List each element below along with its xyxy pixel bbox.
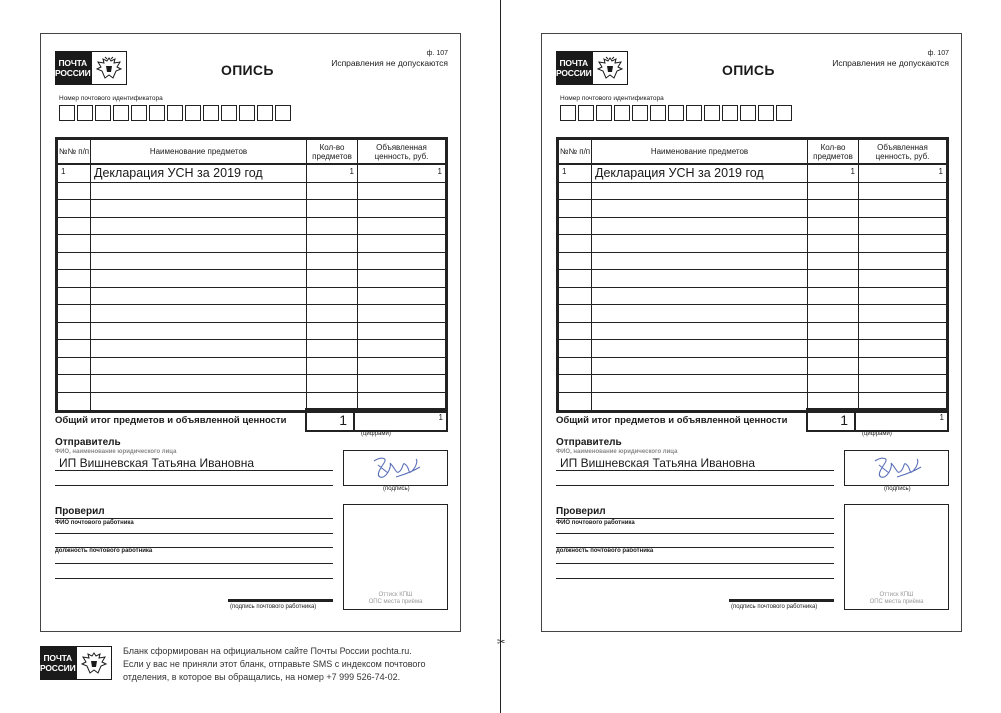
total-qty: 1 xyxy=(806,408,856,432)
cell-name xyxy=(91,305,307,322)
cell-num xyxy=(559,305,592,322)
sender-label: Отправитель xyxy=(556,437,622,448)
cell-value xyxy=(859,340,946,357)
table-row xyxy=(58,340,445,358)
header-qty: Кол-во предметов xyxy=(808,140,859,163)
tracking-id-box xyxy=(275,105,291,121)
cell-name xyxy=(91,218,307,235)
tracking-id-box xyxy=(632,105,648,121)
cell-value xyxy=(358,340,445,357)
sender-sublabel: ФИО, наименование юридического лица xyxy=(55,449,177,455)
logo-line1: ПОЧТА xyxy=(58,58,87,68)
checked-by-label: Проверил xyxy=(55,506,105,517)
tracking-id-box xyxy=(149,105,165,121)
table-row xyxy=(559,218,946,236)
table-row xyxy=(58,375,445,393)
tracking-id-box xyxy=(203,105,219,121)
sender-line-2 xyxy=(55,485,333,486)
table-row xyxy=(559,375,946,393)
tracking-id-box xyxy=(668,105,684,121)
table-row xyxy=(559,358,946,376)
signature-label: (подпись) xyxy=(884,486,911,492)
total-label: Общий итог предметов и объявленной ценности xyxy=(55,415,287,426)
total-label: Общий итог предметов и объявленной ценности xyxy=(556,415,788,426)
cell-name xyxy=(91,358,307,375)
cell-name xyxy=(91,253,307,270)
cut-line xyxy=(500,0,501,713)
header-name: Наименование предметов xyxy=(91,140,307,163)
scissors-icon: ✂ xyxy=(497,637,506,648)
form-title: ОПИСЬ xyxy=(722,62,775,78)
tracking-id-box xyxy=(257,105,273,121)
table-row xyxy=(559,288,946,306)
table-row xyxy=(559,270,946,288)
table-row xyxy=(559,235,946,253)
cell-qty xyxy=(307,253,358,270)
cell-num xyxy=(58,270,91,287)
sender-name: ИП Вишневская Татьяна Ивановна xyxy=(59,456,255,470)
cell-name xyxy=(592,218,808,235)
worker-signature-label: (подпись почтового работника) xyxy=(731,604,818,610)
footer-logo-text xyxy=(40,646,76,680)
tracking-id-box xyxy=(704,105,720,121)
signature-box xyxy=(844,450,949,486)
digits-label: (цифрами) xyxy=(862,431,892,437)
tracking-id-box xyxy=(758,105,774,121)
cell-num xyxy=(58,358,91,375)
sender-line-1 xyxy=(55,470,333,471)
worker-signature-label: (подпись почтового работника) xyxy=(230,604,317,610)
stamp-label xyxy=(344,592,447,606)
cell-qty xyxy=(808,375,859,392)
header-name: Наименование предметов xyxy=(592,140,808,163)
cell-num xyxy=(559,218,592,235)
table-row xyxy=(58,253,445,271)
cell-value xyxy=(358,253,445,270)
checked-line-1 xyxy=(556,518,834,519)
cell-name xyxy=(91,340,307,357)
tracking-id-box xyxy=(722,105,738,121)
cell-num xyxy=(559,183,592,200)
cell-value xyxy=(859,288,946,305)
total-value: 1 xyxy=(856,408,949,432)
cell-qty xyxy=(808,288,859,305)
cell-name xyxy=(592,270,808,287)
cell-value xyxy=(859,358,946,375)
cell-num xyxy=(559,288,592,305)
footer-note xyxy=(123,645,426,684)
logo-line1: ПОЧТА xyxy=(559,58,588,68)
sender-sublabel: ФИО, наименование юридического лица xyxy=(556,449,678,455)
tracking-id-boxes xyxy=(560,105,794,121)
cell-value xyxy=(859,183,946,200)
cell-num xyxy=(58,393,91,411)
cell-name xyxy=(592,305,808,322)
cell-num xyxy=(559,358,592,375)
signature-label: (подпись) xyxy=(383,486,410,492)
cell-name: Декларация УСН за 2019 год xyxy=(592,165,808,182)
cell-value: 1 xyxy=(938,167,943,176)
footer-logo-line2: РОССИИ xyxy=(40,663,76,673)
cell-qty xyxy=(307,375,358,392)
stamp-label xyxy=(845,592,948,606)
stamp-label-line1: Оттиск КПШ xyxy=(879,592,914,598)
cell-num xyxy=(58,183,91,200)
cell-value: 1 xyxy=(437,167,442,176)
checked-line-2 xyxy=(556,533,834,534)
cell-value xyxy=(358,305,445,322)
no-corrections-note: Исправления не допускаются xyxy=(331,58,448,68)
cell-num: 1 xyxy=(559,165,592,182)
cell-qty xyxy=(307,183,358,200)
cell-num xyxy=(58,218,91,235)
cell-name xyxy=(592,288,808,305)
checked-line-5 xyxy=(556,578,834,579)
checked-line-5 xyxy=(55,578,333,579)
stamp-label-line2: ОПС места приёма xyxy=(368,599,423,605)
tracking-id-box xyxy=(131,105,147,121)
table-row xyxy=(58,165,445,183)
cell-num xyxy=(58,253,91,270)
header-qty: Кол-во предметов xyxy=(307,140,358,163)
form-title: ОПИСЬ xyxy=(221,62,274,78)
cell-num xyxy=(58,323,91,340)
table-row xyxy=(58,323,445,341)
logo-line2: РОССИИ xyxy=(556,68,592,78)
tracking-id-box xyxy=(614,105,630,121)
tracking-id-box xyxy=(113,105,129,121)
table-row xyxy=(559,165,946,183)
cell-num xyxy=(58,200,91,217)
cell-value xyxy=(358,375,445,392)
logo-text xyxy=(556,51,592,85)
cell-value xyxy=(859,305,946,322)
stamp-label-line1: Оттиск КПШ xyxy=(378,592,413,598)
cell-value xyxy=(859,235,946,252)
tracking-id-boxes xyxy=(59,105,293,121)
cell-value xyxy=(358,235,445,252)
table-row xyxy=(559,183,946,201)
cell-num xyxy=(58,340,91,357)
worker-position-label: должность почтового работника xyxy=(556,548,654,554)
sender-line-1 xyxy=(556,470,834,471)
tracking-id-box xyxy=(59,105,75,121)
handwritten-signature-icon xyxy=(867,453,927,483)
cell-name xyxy=(592,235,808,252)
header-num: №№ п/п xyxy=(559,140,592,163)
cell-qty xyxy=(808,340,859,357)
handwritten-signature-icon xyxy=(366,453,426,483)
cell-name xyxy=(91,270,307,287)
table-row xyxy=(559,200,946,218)
cell-qty xyxy=(808,218,859,235)
pochta-logo xyxy=(556,51,628,85)
cell-name xyxy=(91,288,307,305)
form-number: ф. 107 xyxy=(426,50,448,57)
digits-label: (цифрами) xyxy=(361,431,391,437)
cell-num xyxy=(58,305,91,322)
cell-value xyxy=(859,323,946,340)
cell-qty xyxy=(307,288,358,305)
tracking-id-box xyxy=(740,105,756,121)
table-row xyxy=(559,323,946,341)
worker-name-label: ФИО почтового работника xyxy=(55,520,134,526)
cell-name xyxy=(91,393,307,411)
stamp-box xyxy=(343,504,448,610)
tracking-id-label: Номер почтового идентификатора xyxy=(59,95,163,102)
footer-line3: отделения, в которое вы обращались, на номер +7 999 526-74-02. xyxy=(123,672,401,682)
cell-qty xyxy=(808,323,859,340)
table-row xyxy=(58,183,445,201)
tracking-id-box xyxy=(95,105,111,121)
cell-name xyxy=(91,323,307,340)
cell-value xyxy=(358,288,445,305)
footer-pochta-logo xyxy=(40,646,112,680)
table-rows xyxy=(58,165,445,410)
cell-value xyxy=(358,200,445,217)
cell-value xyxy=(859,270,946,287)
sender-label: Отправитель xyxy=(55,437,121,448)
cell-qty xyxy=(307,305,358,322)
cell-num xyxy=(58,235,91,252)
items-table xyxy=(55,137,448,413)
cell-qty xyxy=(808,270,859,287)
header-value: Объявленная ценность, руб. xyxy=(374,142,429,161)
header-value: Объявленная ценность, руб. xyxy=(875,142,930,161)
cell-name xyxy=(91,200,307,217)
cell-num xyxy=(559,340,592,357)
cell-qty: 1 xyxy=(307,165,358,182)
tracking-id-box xyxy=(776,105,792,121)
cell-num xyxy=(559,235,592,252)
signature-box xyxy=(343,450,448,486)
cell-num xyxy=(58,288,91,305)
cell-qty xyxy=(808,253,859,270)
stamp-box xyxy=(844,504,949,610)
table-row xyxy=(58,235,445,253)
tracking-id-box xyxy=(650,105,666,121)
cell-qty xyxy=(307,235,358,252)
table-row xyxy=(559,305,946,323)
footer-logo-line1: ПОЧТА xyxy=(43,653,72,663)
checked-line-4 xyxy=(556,563,834,564)
tracking-id-box xyxy=(221,105,237,121)
checked-line-4 xyxy=(55,563,333,564)
cell-qty xyxy=(808,183,859,200)
cell-name xyxy=(91,375,307,392)
cell-name xyxy=(592,323,808,340)
cell-qty xyxy=(808,200,859,217)
worker-name-label: ФИО почтового работника xyxy=(556,520,635,526)
cell-num xyxy=(559,270,592,287)
cell-name xyxy=(91,183,307,200)
eagle-emblem-icon xyxy=(91,51,128,85)
cell-num xyxy=(58,375,91,392)
checked-line-2 xyxy=(55,533,333,534)
cell-qty xyxy=(307,218,358,235)
checked-line-1 xyxy=(55,518,333,519)
table-row xyxy=(58,200,445,218)
tracking-id-box xyxy=(578,105,594,121)
no-corrections-note: Исправления не допускаются xyxy=(832,58,949,68)
tracking-id-box xyxy=(596,105,612,121)
cell-name xyxy=(592,183,808,200)
inventory-form-right xyxy=(541,33,962,632)
cell-value xyxy=(859,253,946,270)
footer-eagle-emblem-icon xyxy=(76,646,113,680)
inventory-form-left xyxy=(40,33,461,632)
cell-value xyxy=(358,358,445,375)
table-row xyxy=(58,218,445,236)
worker-signature-line xyxy=(729,599,834,602)
cell-qty xyxy=(307,358,358,375)
table-row xyxy=(559,340,946,358)
tracking-id-label: Номер почтового идентификатора xyxy=(560,95,664,102)
cell-qty: 1 xyxy=(808,165,859,182)
cell-qty xyxy=(307,323,358,340)
cell-value xyxy=(358,183,445,200)
sender-name: ИП Вишневская Татьяна Ивановна xyxy=(560,456,756,470)
table-row xyxy=(58,270,445,288)
cell-qty xyxy=(307,340,358,357)
tracking-id-box xyxy=(77,105,93,121)
cell-qty xyxy=(307,270,358,287)
footer-line2: Если у вас не приняли этот бланк, отправьте SMS с индексом почтового xyxy=(123,659,426,669)
cell-name xyxy=(91,235,307,252)
worker-signature-line xyxy=(228,599,333,602)
items-table xyxy=(556,137,949,413)
table-header xyxy=(559,140,946,165)
cell-name xyxy=(592,200,808,217)
checked-by-label: Проверил xyxy=(556,506,606,517)
cell-name xyxy=(592,253,808,270)
cell-qty xyxy=(808,305,859,322)
cell-num xyxy=(559,200,592,217)
header-num: №№ п/п xyxy=(58,140,91,163)
cell-num xyxy=(559,323,592,340)
tracking-id-box xyxy=(686,105,702,121)
cell-num: 1 xyxy=(58,165,91,182)
cell-value xyxy=(859,200,946,217)
cell-qty xyxy=(307,200,358,217)
stamp-label-line2: ОПС места приёма xyxy=(869,599,924,605)
table-header xyxy=(58,140,445,165)
table-row xyxy=(58,358,445,376)
cell-value xyxy=(859,218,946,235)
logo-line2: РОССИИ xyxy=(55,68,91,78)
cell-name xyxy=(592,393,808,411)
cell-name xyxy=(592,375,808,392)
cell-value xyxy=(358,323,445,340)
cell-value xyxy=(358,218,445,235)
cell-num xyxy=(559,253,592,270)
total-value: 1 xyxy=(355,408,448,432)
form-number: ф. 107 xyxy=(927,50,949,57)
cell-num xyxy=(559,375,592,392)
logo-text xyxy=(55,51,91,85)
total-qty: 1 xyxy=(305,408,355,432)
cell-name xyxy=(592,358,808,375)
tracking-id-box xyxy=(167,105,183,121)
cell-num xyxy=(559,393,592,411)
tracking-id-box xyxy=(239,105,255,121)
worker-position-label: должность почтового работника xyxy=(55,548,153,554)
table-rows xyxy=(559,165,946,410)
tracking-id-box xyxy=(560,105,576,121)
footer-line1: Бланк сформирован на официальном сайте Почты России pochta.ru. xyxy=(123,646,412,656)
cell-qty xyxy=(808,358,859,375)
table-row xyxy=(559,253,946,271)
cell-name: Декларация УСН за 2019 год xyxy=(91,165,307,182)
eagle-emblem-icon xyxy=(592,51,629,85)
sender-line-2 xyxy=(556,485,834,486)
cell-name xyxy=(592,340,808,357)
tracking-id-box xyxy=(185,105,201,121)
cell-qty xyxy=(808,235,859,252)
pochta-logo xyxy=(55,51,127,85)
table-row xyxy=(58,305,445,323)
cell-value xyxy=(358,270,445,287)
table-row xyxy=(58,288,445,306)
cell-value xyxy=(859,375,946,392)
